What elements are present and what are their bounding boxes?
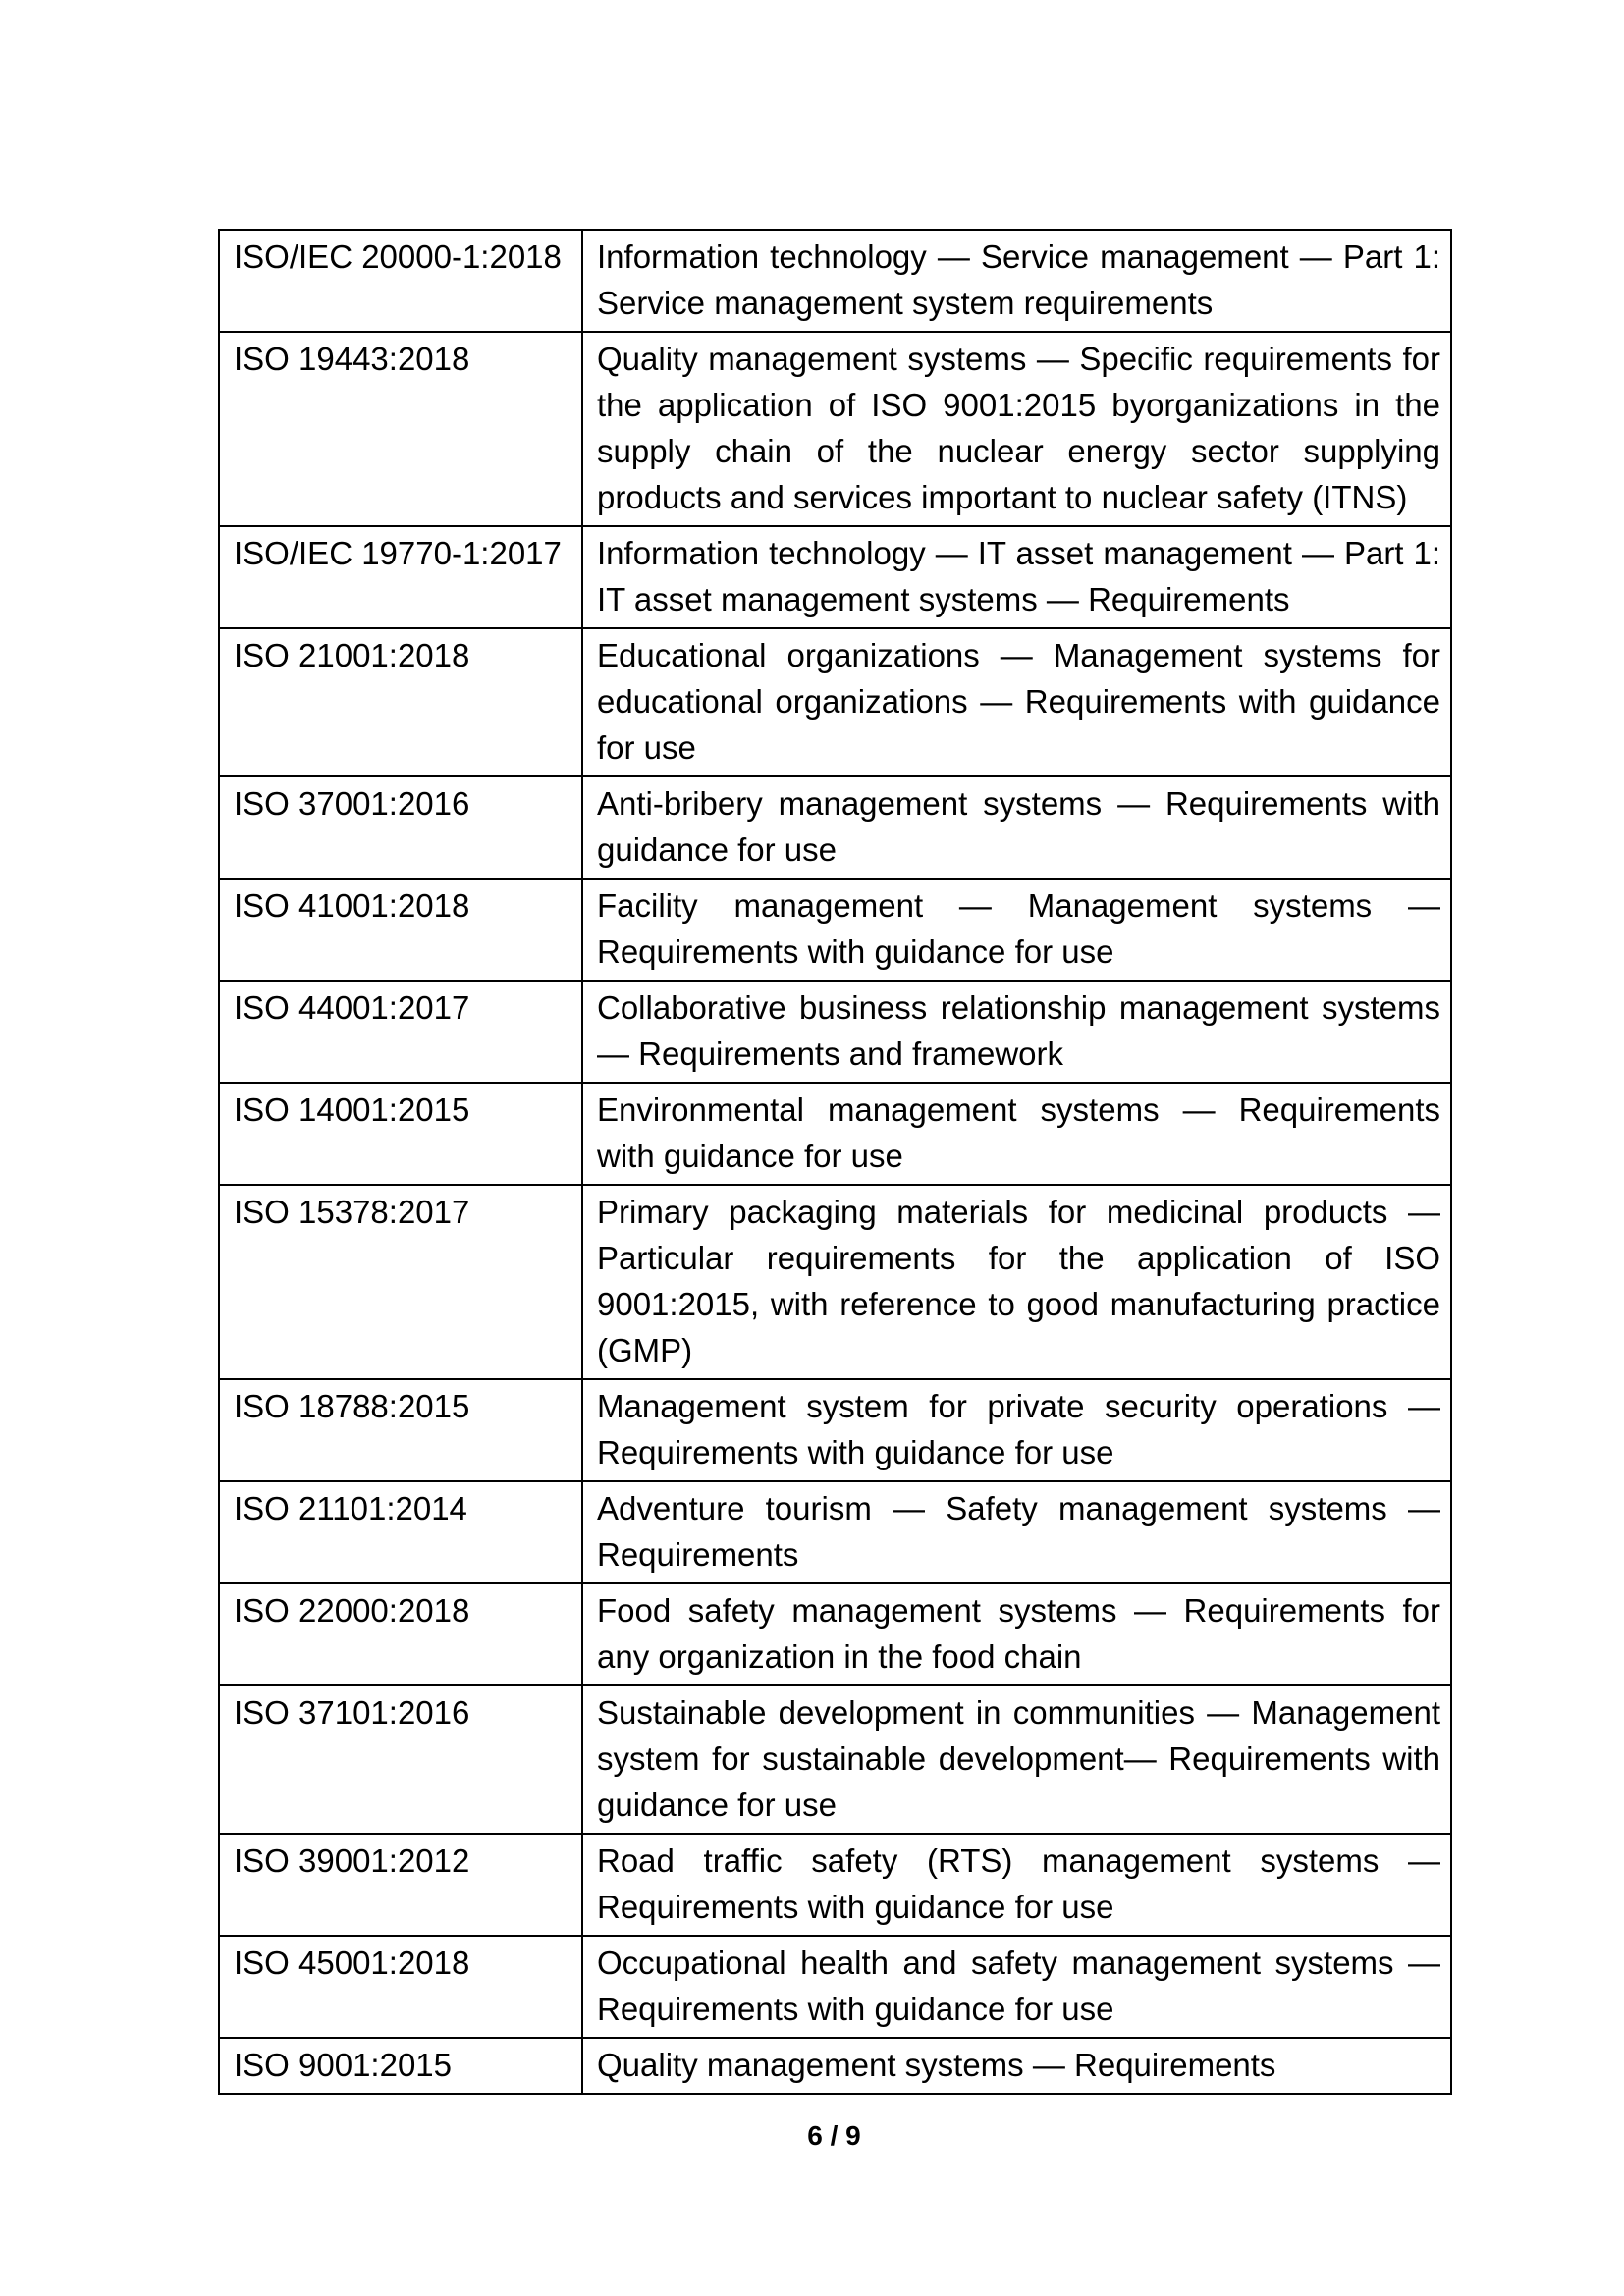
- page-number: 6 / 9: [807, 2120, 861, 2151]
- table-row: [219, 1185, 1451, 1379]
- standard-description-cell: Educational organizations — Management systems for educational organizations — Requirements with guidance for use: [582, 628, 1451, 776]
- standard-description-cell: Food safety management systems — Requirements for any organization in the food chain: [582, 1583, 1451, 1685]
- standard-code-cell: ISO/IEC 20000-1:2018: [219, 230, 582, 332]
- table-row: [219, 1083, 1451, 1185]
- standard-code-cell: ISO 45001:2018: [219, 1936, 582, 2038]
- standard-description-cell: Quality management systems — Requirements: [582, 2038, 1451, 2094]
- standard-code-cell: ISO 19443:2018: [219, 332, 582, 526]
- table-row: [219, 2038, 1451, 2094]
- standard-code-cell: ISO 22000:2018: [219, 1583, 582, 1685]
- standard-code-cell: ISO 21101:2014: [219, 1481, 582, 1583]
- standard-code-cell: ISO 15378:2017: [219, 1185, 582, 1379]
- standard-code-cell: ISO 37101:2016: [219, 1685, 582, 1834]
- iso-standards-table: [218, 229, 1452, 2095]
- standard-code-cell: ISO 14001:2015: [219, 1083, 582, 1185]
- table-row: [219, 1834, 1451, 1936]
- standard-description-cell: Occupational health and safety management systems — Requirements with guidance for use: [582, 1936, 1451, 2038]
- table-row: [219, 776, 1451, 879]
- standard-description-cell: Collaborative business relationship management systems — Requirements and framework: [582, 981, 1451, 1083]
- standard-description-cell: Adventure tourism — Safety management systems — Requirements: [582, 1481, 1451, 1583]
- standard-code-cell: ISO 44001:2017: [219, 981, 582, 1083]
- table-row: [219, 628, 1451, 776]
- table-row: [219, 1583, 1451, 1685]
- standard-description-cell: Primary packaging materials for medicinal products — Particular requirements for the application of ISO 9001:2015, with reference to good manufacturing practice (GMP): [582, 1185, 1451, 1379]
- table-row: [219, 1685, 1451, 1834]
- table-row: [219, 879, 1451, 981]
- standard-code-cell: ISO 21001:2018: [219, 628, 582, 776]
- table-row: [219, 1481, 1451, 1583]
- standard-description-cell: Environmental management systems — Requirements with guidance for use: [582, 1083, 1451, 1185]
- standard-description-cell: Sustainable development in communities — Management system for sustainable development— Requirements with guidance for use: [582, 1685, 1451, 1834]
- standard-code-cell: ISO 37001:2016: [219, 776, 582, 879]
- table-row: [219, 526, 1451, 628]
- standard-description-cell: Road traffic safety (RTS) management systems — Requirements with guidance for use: [582, 1834, 1451, 1936]
- table-row: [219, 1379, 1451, 1481]
- standard-description-cell: Facility management — Management systems — Requirements with guidance for use: [582, 879, 1451, 981]
- standard-code-cell: ISO 9001:2015: [219, 2038, 582, 2094]
- standard-description-cell: Information technology — IT asset management — Part 1: IT asset management systems — Requirements: [582, 526, 1451, 628]
- table-row: [219, 981, 1451, 1083]
- standard-description-cell: Information technology — Service management — Part 1: Service management system requirements: [582, 230, 1451, 332]
- table-row: [219, 230, 1451, 332]
- standard-description-cell: Management system for private security operations — Requirements with guidance for use: [582, 1379, 1451, 1481]
- standard-description-cell: Anti-bribery management systems — Requirements with guidance for use: [582, 776, 1451, 879]
- table-row: [219, 1936, 1451, 2038]
- standard-code-cell: ISO 39001:2012: [219, 1834, 582, 1936]
- standard-code-cell: ISO 41001:2018: [219, 879, 582, 981]
- standard-code-cell: ISO 18788:2015: [219, 1379, 582, 1481]
- standard-description-cell: Quality management systems — Specific requirements for the application of ISO 9001:2015 byorganizations in the supply chain of the nuclear energy sector supplying products and services important to nuclear safety (ITNS): [582, 332, 1451, 526]
- table-row: [219, 332, 1451, 526]
- standard-code-cell: ISO/IEC 19770-1:2017: [219, 526, 582, 628]
